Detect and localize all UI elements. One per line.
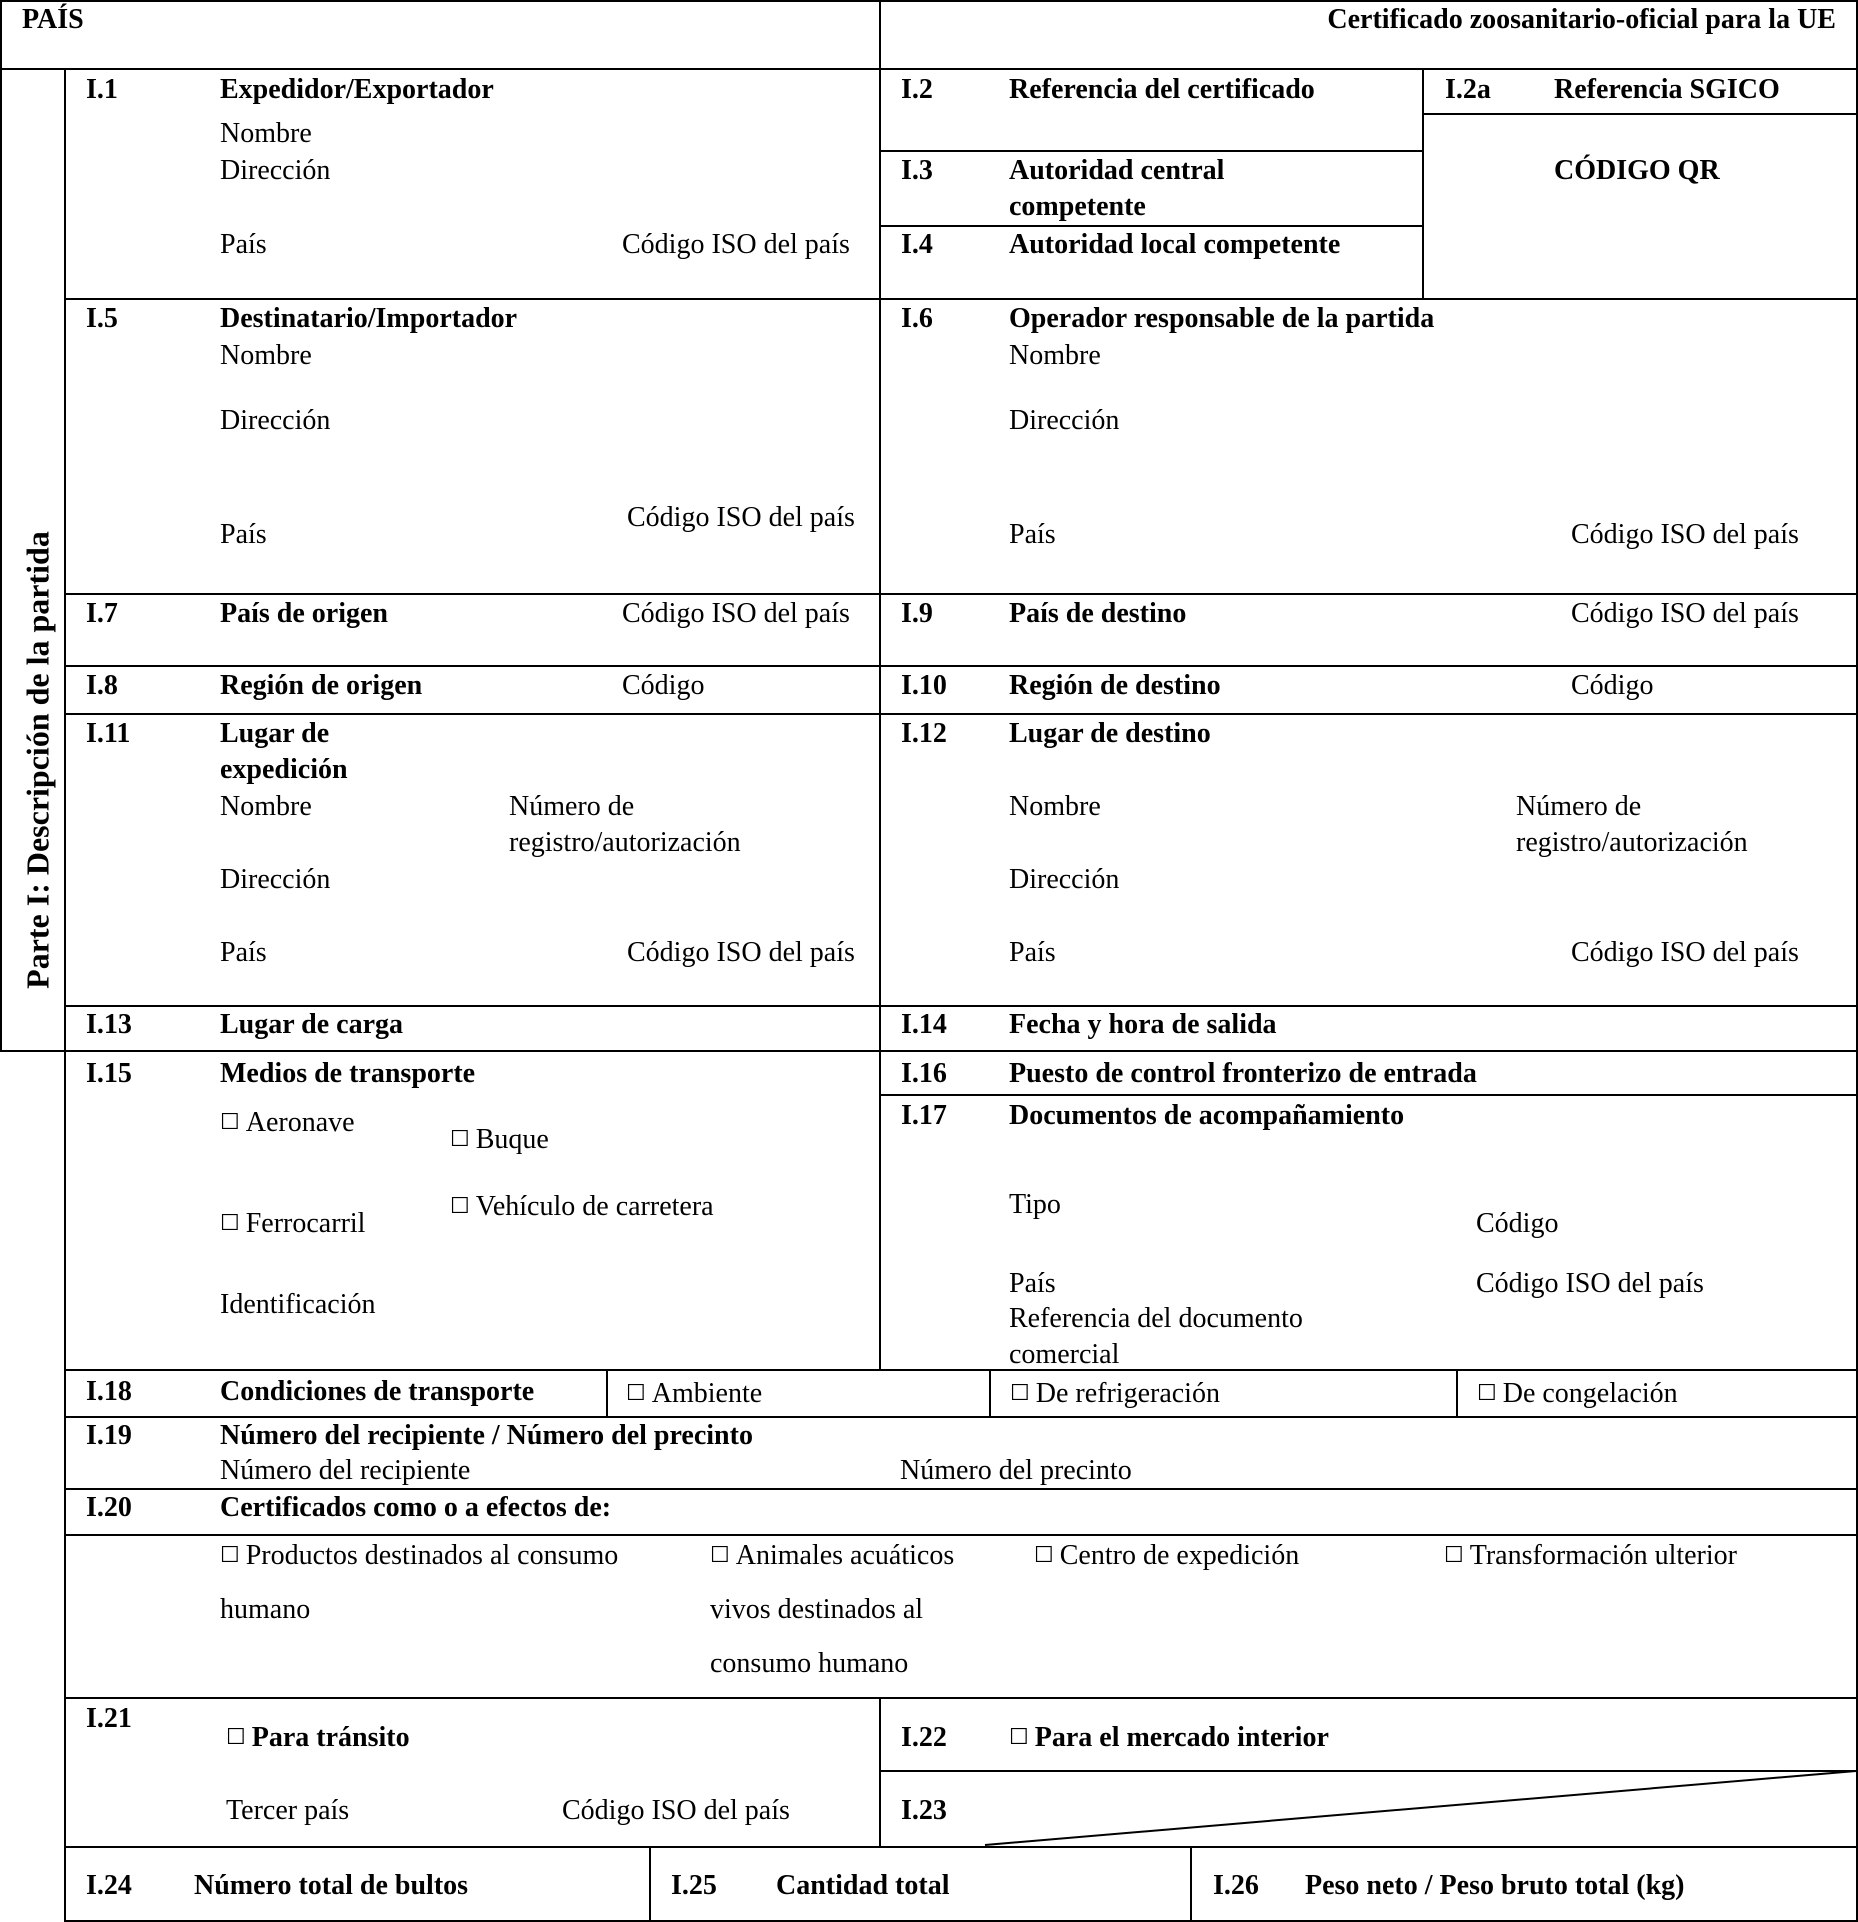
qr-code-placeholder: CÓDIGO QR bbox=[1554, 155, 1720, 186]
i5-name-label: Nombre bbox=[220, 340, 312, 371]
i14-number: I.14 bbox=[901, 1009, 947, 1040]
i15-title: Medios de transporte bbox=[220, 1058, 476, 1089]
i20-title: Certificados como o a efectos de: bbox=[220, 1492, 612, 1523]
rail-label: Ferrocarril bbox=[245, 1208, 366, 1239]
i1-title: Expedidor/Exportador bbox=[220, 74, 494, 105]
i5-country-label: País bbox=[220, 519, 267, 550]
aircraft-label: Aeronave bbox=[245, 1107, 355, 1138]
checkbox-icon[interactable]: ☐ bbox=[220, 1211, 240, 1236]
i19-number: I.19 bbox=[86, 1420, 132, 1451]
i13-title: Lugar de carga bbox=[220, 1009, 404, 1040]
i6-iso-label: Código ISO del país bbox=[1571, 519, 1799, 550]
human-consumption-label: Productos destinados al consumo bbox=[245, 1540, 619, 1571]
i7-title: País de origen bbox=[220, 598, 388, 629]
live-aquatic-label: Animales acuáticos bbox=[735, 1540, 955, 1571]
transit-label: Para tránsito bbox=[251, 1722, 410, 1753]
i11-registration-label: Número de registro/autorización bbox=[509, 791, 741, 858]
i26-number: I.26 bbox=[1213, 1870, 1259, 1901]
i11-number: I.11 bbox=[86, 718, 131, 749]
i22-number: I.22 bbox=[901, 1722, 947, 1753]
checkbox-icon[interactable]: ☐ bbox=[710, 1543, 730, 1568]
i2a-number: I.2a bbox=[1445, 74, 1491, 105]
live-aquatic-option[interactable] bbox=[710, 1538, 954, 1574]
i21-third-country-label: Tercer país bbox=[226, 1795, 350, 1826]
live-aquatic-label-line2: vivos destinados al bbox=[710, 1594, 924, 1625]
i17-iso-label: Código ISO del país bbox=[1476, 1268, 1704, 1299]
i12-country-label: País bbox=[1009, 937, 1056, 968]
i9-title: País de destino bbox=[1009, 598, 1187, 629]
road-vehicle-label: Vehículo de carretera bbox=[475, 1191, 714, 1222]
i24-title: Número total de bultos bbox=[194, 1870, 469, 1901]
i5-title: Destinatario/Importador bbox=[220, 303, 518, 334]
i17-title: Documentos de acompañamiento bbox=[1009, 1100, 1405, 1131]
i19-container-label: Número del recipiente bbox=[220, 1455, 471, 1486]
i7-iso-label: Código ISO del país bbox=[622, 598, 850, 629]
checkbox-icon[interactable]: ☐ bbox=[1444, 1543, 1464, 1568]
human-consumption-option[interactable] bbox=[220, 1538, 618, 1574]
i4-title: Autoridad local competente bbox=[1009, 229, 1341, 260]
i2a-title: Referencia SGICO bbox=[1554, 74, 1780, 105]
i12-number: I.12 bbox=[901, 718, 947, 749]
internal-market-option[interactable] bbox=[1009, 1720, 1329, 1756]
i2-number: I.2 bbox=[901, 74, 933, 105]
i5-address-label: Dirección bbox=[220, 405, 331, 436]
checkbox-icon[interactable]: ☐ bbox=[226, 1725, 246, 1750]
checkbox-icon[interactable]: ☐ bbox=[450, 1194, 470, 1219]
frozen-label: De congelación bbox=[1502, 1378, 1678, 1409]
i21-iso-label: Código ISO del país bbox=[562, 1795, 790, 1826]
ambient-label: Ambiente bbox=[651, 1378, 763, 1409]
checkbox-icon[interactable]: ☐ bbox=[626, 1381, 646, 1406]
live-aquatic-label-line3: consumo humano bbox=[710, 1648, 909, 1679]
i12-address-label: Dirección bbox=[1009, 864, 1120, 895]
i10-title: Región de destino bbox=[1009, 670, 1221, 701]
i17-commercial-ref-label: Referencia del documento comercial bbox=[1009, 1303, 1303, 1370]
i12-title: Lugar de destino bbox=[1009, 718, 1211, 749]
i10-code-label: Código bbox=[1571, 670, 1654, 701]
i2-title: Referencia del certificado bbox=[1009, 74, 1315, 105]
i18-title: Condiciones de transporte bbox=[220, 1376, 535, 1407]
i6-number: I.6 bbox=[901, 303, 933, 334]
i1-number: I.1 bbox=[86, 74, 118, 105]
i10-number: I.10 bbox=[901, 670, 947, 701]
i11-iso-label: Código ISO del país bbox=[627, 937, 855, 968]
i18-number: I.18 bbox=[86, 1376, 132, 1407]
i1-name-label: Nombre bbox=[220, 118, 312, 149]
i24-number: I.24 bbox=[86, 1870, 132, 1901]
i15-identification-label: Identificación bbox=[220, 1289, 376, 1320]
checkbox-icon[interactable]: ☐ bbox=[1477, 1381, 1497, 1406]
i13-number: I.13 bbox=[86, 1009, 132, 1040]
i26-title: Peso neto / Peso bruto total (kg) bbox=[1305, 1870, 1685, 1901]
i1-country-label: País bbox=[220, 229, 267, 260]
i8-code-label: Código bbox=[622, 670, 705, 701]
checkbox-icon[interactable]: ☐ bbox=[1034, 1543, 1054, 1568]
ship-label: Buque bbox=[475, 1124, 549, 1155]
i23-number: I.23 bbox=[901, 1795, 947, 1826]
i11-name-label: Nombre bbox=[220, 791, 312, 822]
i9-number: I.9 bbox=[901, 598, 933, 629]
i25-number: I.25 bbox=[671, 1870, 717, 1901]
i6-country-label: País bbox=[1009, 519, 1056, 550]
checkbox-icon[interactable]: ☐ bbox=[450, 1127, 470, 1152]
country-header: PAÍS bbox=[22, 4, 84, 35]
i1-iso-label: Código ISO del país bbox=[622, 229, 850, 260]
further-processing-label: Transformación ulterior bbox=[1469, 1540, 1737, 1571]
dispatch-centre-option[interactable] bbox=[1034, 1538, 1299, 1574]
chilled-label: De refrigeración bbox=[1035, 1378, 1220, 1409]
checkbox-icon[interactable]: ☐ bbox=[1010, 1381, 1030, 1406]
i8-number: I.8 bbox=[86, 670, 118, 701]
i9-iso-label: Código ISO del país bbox=[1571, 598, 1799, 629]
certificate-title: Certificado zoosanitario-oficial para la UE bbox=[1327, 4, 1836, 35]
i8-title: Región de origen bbox=[220, 670, 423, 701]
part-label bbox=[8, 460, 68, 1060]
ambient-option[interactable] bbox=[626, 1376, 762, 1412]
frozen-option[interactable] bbox=[1477, 1376, 1678, 1412]
i5-number: I.5 bbox=[86, 303, 118, 334]
i1-address-label: Dirección bbox=[220, 155, 331, 186]
i21-number: I.21 bbox=[86, 1703, 132, 1734]
human-consumption-label-line2: humano bbox=[220, 1594, 311, 1625]
i19-seal-label: Número del precinto bbox=[900, 1455, 1132, 1486]
i19-title: Número del recipiente / Número del precinto bbox=[220, 1420, 753, 1451]
internal-market-label: Para el mercado interior bbox=[1034, 1722, 1329, 1753]
i12-registration-label: Número de registro/autorización bbox=[1516, 791, 1748, 858]
i3-title: Autoridad central competente bbox=[1009, 155, 1225, 222]
i6-address-label: Dirección bbox=[1009, 405, 1120, 436]
i15-number: I.15 bbox=[86, 1058, 132, 1089]
aircraft-option[interactable] bbox=[220, 1105, 355, 1141]
i12-name-label: Nombre bbox=[1009, 791, 1101, 822]
i25-title: Cantidad total bbox=[776, 1870, 950, 1901]
i14-title: Fecha y hora de salida bbox=[1009, 1009, 1277, 1040]
i17-country-label: País bbox=[1009, 1268, 1056, 1299]
chilled-option[interactable] bbox=[1010, 1376, 1220, 1412]
i6-title: Operador responsable de la partida bbox=[1009, 303, 1435, 334]
i5-iso-label: Código ISO del país bbox=[627, 502, 855, 533]
i17-type-label: Tipo bbox=[1009, 1189, 1061, 1220]
i4-number: I.4 bbox=[901, 229, 933, 260]
dispatch-centre-label: Centro de expedición bbox=[1059, 1540, 1300, 1571]
i12-iso-label: Código ISO del país bbox=[1571, 937, 1799, 968]
checkbox-icon[interactable]: ☐ bbox=[220, 1543, 240, 1568]
checkbox-icon[interactable]: ☐ bbox=[1009, 1725, 1029, 1750]
part-label-text: Parte I: Descripción de la partida bbox=[19, 531, 56, 989]
i7-number: I.7 bbox=[86, 598, 118, 629]
rail-option[interactable] bbox=[220, 1206, 365, 1242]
i16-number: I.16 bbox=[901, 1058, 947, 1089]
checkbox-icon[interactable]: ☐ bbox=[220, 1110, 240, 1135]
i11-address-label: Dirección bbox=[220, 864, 331, 895]
transit-option[interactable] bbox=[226, 1720, 410, 1756]
i20-number: I.20 bbox=[86, 1492, 132, 1523]
i17-number: I.17 bbox=[901, 1100, 947, 1131]
i17-code-label: Código bbox=[1476, 1208, 1559, 1239]
further-processing-option[interactable] bbox=[1444, 1538, 1737, 1574]
i11-title: Lugar de expedición bbox=[220, 718, 348, 785]
road-vehicle-option[interactable] bbox=[450, 1189, 714, 1225]
i11-country-label: País bbox=[220, 937, 267, 968]
i3-number: I.3 bbox=[901, 155, 933, 186]
i6-name-label: Nombre bbox=[1009, 340, 1101, 371]
i16-title: Puesto de control fronterizo de entrada bbox=[1009, 1058, 1477, 1089]
ship-option[interactable] bbox=[450, 1122, 549, 1158]
